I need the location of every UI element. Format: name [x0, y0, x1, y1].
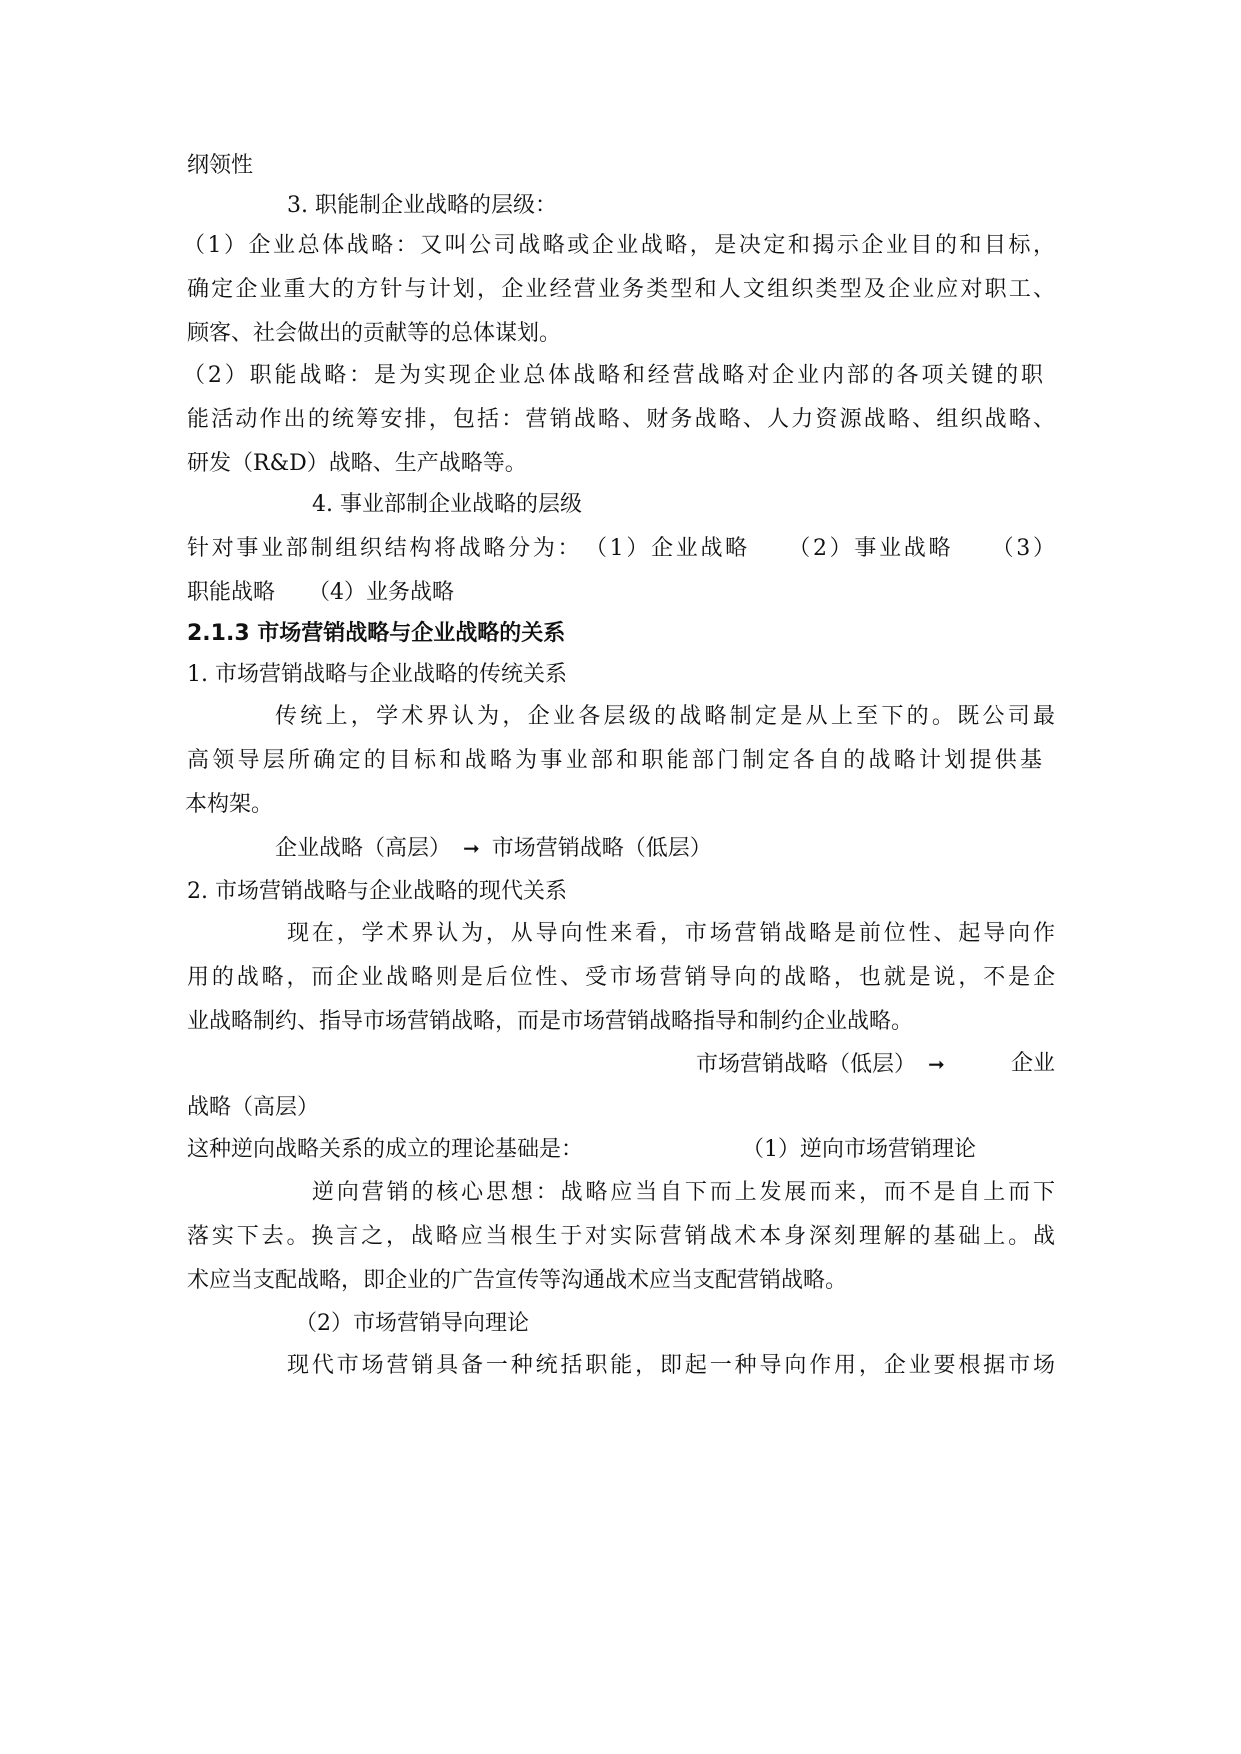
- paragraph-line: 用的战略，而企业战略则是后位性、受市场营销导向的战略，也就是说，不是企: [187, 965, 1055, 990]
- paragraph-line: 落实下去。换言之，战略应当根生于对实际营销战术本身深刻理解的基础上。战: [187, 1224, 1055, 1249]
- section-item-3: 3. 职能制企业战略的层级：: [287, 193, 557, 218]
- paragraph-line: 职能战略 （4）业务战略: [187, 580, 454, 605]
- flow-target-label: 市场营销战略（低层）: [491, 836, 712, 861]
- subsection-title: 2. 市场营销战略与企业战略的现代关系: [187, 879, 567, 904]
- paragraph-line: 术应当支配战略，即企业的广告宣传等沟通战术应当支配营销战略。: [187, 1268, 848, 1293]
- theory-1-title: （1）逆向市场营销理论: [742, 1137, 976, 1162]
- paragraph-line: 确定企业重大的方针与计划，企业经营业务类型和人文组织类型及企业应对职工、: [187, 277, 1055, 302]
- paragraph-line: 现在，学术界认为，从导向性来看，市场营销战略是前位性、起导向作: [287, 921, 1055, 946]
- theory-2-title: （2）市场营销导向理论: [295, 1311, 529, 1336]
- flow-target-label-continued: 战略（高层）: [187, 1095, 320, 1120]
- paragraph-line: 逆向营销的核心思想：战略应当自下而上发展而来，而不是自上而下: [312, 1180, 1055, 1205]
- paragraph-line: 研发（R&D）战略、生产战略等。: [187, 451, 527, 476]
- flow-target-label: 企业: [1011, 1051, 1056, 1076]
- text-line: 纲领性: [187, 153, 254, 178]
- paragraph-line: 业战略制约、指导市场营销战略，而是市场营销战略指导和制约企业战略。: [187, 1009, 914, 1034]
- paragraph-line: 顾客、社会做出的贡献等的总体谋划。: [187, 321, 562, 346]
- subsection-title: 1. 市场营销战略与企业战略的传统关系: [187, 662, 567, 687]
- section-heading: 2.1.3 市场营销战略与企业战略的关系: [187, 621, 566, 646]
- paragraph-line: （2）职能战略：是为实现企业总体战略和经营战略对企业内部的各项关键的职: [183, 363, 1043, 388]
- paragraph-line: 这种逆向战略关系的成立的理论基础是：: [187, 1137, 584, 1162]
- paragraph-line: 传统上，学术界认为，企业各层级的战略制定是从上至下的。既公司最: [275, 704, 1055, 729]
- arrow-right-icon: ➞: [463, 836, 480, 860]
- strategy-flow-line: [275, 833, 712, 863]
- strategy-flow-line: [696, 1049, 957, 1079]
- section-item-4: 4. 事业部制企业战略的层级: [312, 492, 582, 517]
- paragraph-line: （1）企业总体战略：又叫公司战略或企业战略，是决定和揭示企业目的和目标，: [183, 233, 1055, 258]
- paragraph-line: 高领导层所确定的目标和战略为事业部和职能部门制定各自的战略计划提供基: [187, 748, 1042, 773]
- flow-source-label: 市场营销战略（低层）: [696, 1052, 917, 1077]
- arrow-right-icon: ➞: [928, 1052, 945, 1076]
- flow-source-label: 企业战略（高层）: [275, 836, 452, 861]
- paragraph-line: 针对事业部制组织结构将战略分为： （1）企业战略 （2）事业战略 （3）: [187, 536, 1055, 561]
- paragraph-line: 能活动作出的统筹安排，包括：营销战略、财务战略、人力资源战略、组织战略、: [187, 407, 1055, 432]
- paragraph-line: 现代市场营销具备一种统括职能，即起一种导向作用，企业要根据市场: [287, 1353, 1055, 1378]
- paragraph-line: 本构架。: [185, 792, 274, 817]
